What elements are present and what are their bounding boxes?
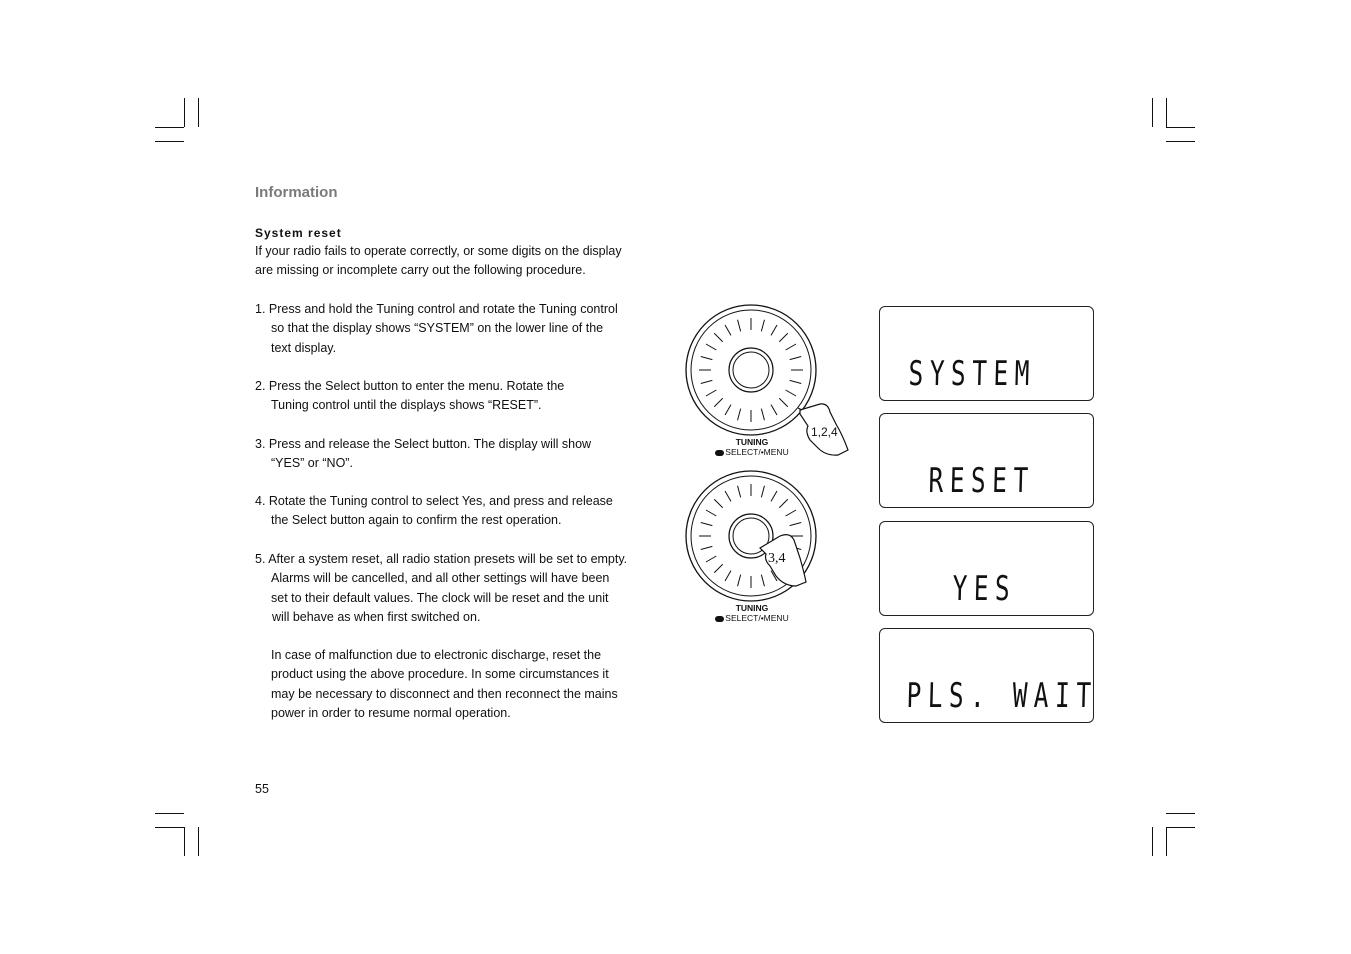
crop-mark <box>184 827 185 856</box>
tuning-knob-illustration <box>680 300 860 460</box>
knob-subtitle-row <box>712 447 792 457</box>
step-line: Alarms will be cancelled, and all other settings will have been <box>271 571 610 586</box>
knob-tick <box>761 486 764 498</box>
lcd-display-reset <box>879 413 1094 508</box>
knob-tick <box>725 491 731 501</box>
crop-mark <box>198 98 199 127</box>
select-button-icon <box>715 616 724 622</box>
knob-subtitle-row <box>712 613 792 623</box>
step-3 <box>255 435 675 474</box>
lcd-text: SYSTEM <box>908 354 1037 394</box>
lcd-text: YES <box>952 569 1017 609</box>
step-1 <box>255 300 675 358</box>
step-line: the Select button again to confirm the rest operation. <box>271 513 562 528</box>
note-line: product using the above procedure. In some circumstances it <box>271 667 609 682</box>
knob-tick <box>790 357 802 360</box>
knob-tick <box>771 491 777 501</box>
knob-tick <box>701 357 713 360</box>
note-paragraph <box>271 646 691 723</box>
knob-tick <box>714 398 722 406</box>
knob-tick <box>790 380 802 383</box>
crop-mark <box>1166 98 1167 127</box>
step-5 <box>255 550 675 627</box>
knob-tick <box>738 486 741 498</box>
crop-mark <box>155 127 184 128</box>
step-line: 5. After a system reset, all radio station presets will be set to empty. <box>255 552 628 566</box>
knob-tick <box>779 499 787 507</box>
knob-label <box>712 437 792 457</box>
callout-label: 3,4 <box>768 551 786 566</box>
intro-paragraph <box>255 242 675 281</box>
step-line: will behave as when first switched on. <box>272 609 481 624</box>
crop-mark <box>155 827 184 828</box>
subheading: System reset <box>255 226 342 240</box>
knob-tick <box>771 405 777 415</box>
knob-tick <box>761 320 764 332</box>
knob-tick <box>738 409 741 421</box>
step-line: set to their default values. The clock will be reset and the unit <box>271 590 609 605</box>
knob-tick <box>701 523 713 526</box>
knob-tick <box>738 575 741 587</box>
knob-tick <box>701 546 713 549</box>
page-number: 55 <box>255 782 269 796</box>
lcd-display-system <box>879 306 1094 401</box>
crop-mark <box>1166 827 1195 828</box>
knob-tick <box>714 499 722 507</box>
knob-subtitle: SELECT/•MENU <box>725 613 789 623</box>
step-line: 4. Rotate the Tuning control to select Yes, and press and release <box>255 494 613 508</box>
crop-mark <box>155 813 184 814</box>
note-line: In case of malfunction due to electronic discharge, reset the <box>271 648 602 662</box>
knob-title: TUNING <box>735 603 769 613</box>
tuning-knob-illustration <box>680 466 860 616</box>
crop-mark <box>155 141 184 142</box>
knob-tick <box>714 333 722 341</box>
knob-tick <box>761 409 764 421</box>
knob-tick <box>786 390 796 396</box>
callout-label: 1,2,4 <box>811 425 838 439</box>
step-line: 3. Press and release the Select button. The display will show <box>255 437 592 451</box>
lcd-display-pls-wait <box>879 628 1098 723</box>
crop-mark <box>1166 813 1195 814</box>
crop-mark <box>1166 827 1167 856</box>
crop-mark <box>1152 98 1153 127</box>
knob-tick <box>790 523 802 526</box>
step-4 <box>255 492 675 531</box>
select-button-icon <box>715 450 724 456</box>
knob-tick <box>725 571 731 581</box>
knob-tick <box>706 510 716 516</box>
crop-mark <box>184 98 185 127</box>
knob-tick <box>738 320 741 332</box>
lcd-text: RESET <box>928 461 1036 501</box>
intro-line: If your radio fails to operate correctly, or some digits on the display <box>255 244 622 258</box>
knob-title: TUNING <box>735 437 769 447</box>
knob-tick <box>786 344 796 350</box>
step-line: so that the display shows “SYSTEM” on the lower line of the <box>271 321 604 336</box>
intro-line: are missing or incomplete carry out the following procedure. <box>255 263 586 278</box>
knob-tick <box>779 333 787 341</box>
knob-tick <box>725 325 731 335</box>
knob-label <box>712 603 792 623</box>
crop-mark <box>198 827 199 856</box>
knob-ticks <box>699 318 803 422</box>
step-line: 1. Press and hold the Tuning control and rotate the Tuning control <box>255 302 618 316</box>
crop-mark <box>1152 827 1153 856</box>
step-line: “YES” or “NO”. <box>271 456 353 471</box>
knob-tick <box>706 390 716 396</box>
step-line: 2. Press the Select button to enter the menu. Rotate the <box>255 379 565 393</box>
step-line: text display. <box>271 340 337 355</box>
crop-mark <box>1166 127 1195 128</box>
crop-mark <box>1166 141 1195 142</box>
knob-tick <box>701 380 713 383</box>
knob-tick <box>706 344 716 350</box>
lcd-text: PLS. WAIT <box>906 676 1098 716</box>
knob-dial <box>686 305 816 435</box>
note-line: power in order to resume normal operation. <box>271 705 511 720</box>
knob-tick <box>771 325 777 335</box>
knob-tick <box>714 564 722 572</box>
step-2 <box>255 377 675 416</box>
lcd-display-yes <box>879 521 1094 616</box>
knob-tick <box>786 510 796 516</box>
knob-subtitle: SELECT/•MENU <box>725 447 789 457</box>
section-title: Information <box>255 184 338 201</box>
step-line: Tuning control until the displays shows “RESET”. <box>271 398 542 413</box>
knob-tick <box>761 575 764 587</box>
note-line: may be necessary to disconnect and then reconnect the mains <box>271 686 618 701</box>
knob-tick <box>706 556 716 562</box>
knob-tick <box>779 398 787 406</box>
knob-tick <box>725 405 731 415</box>
